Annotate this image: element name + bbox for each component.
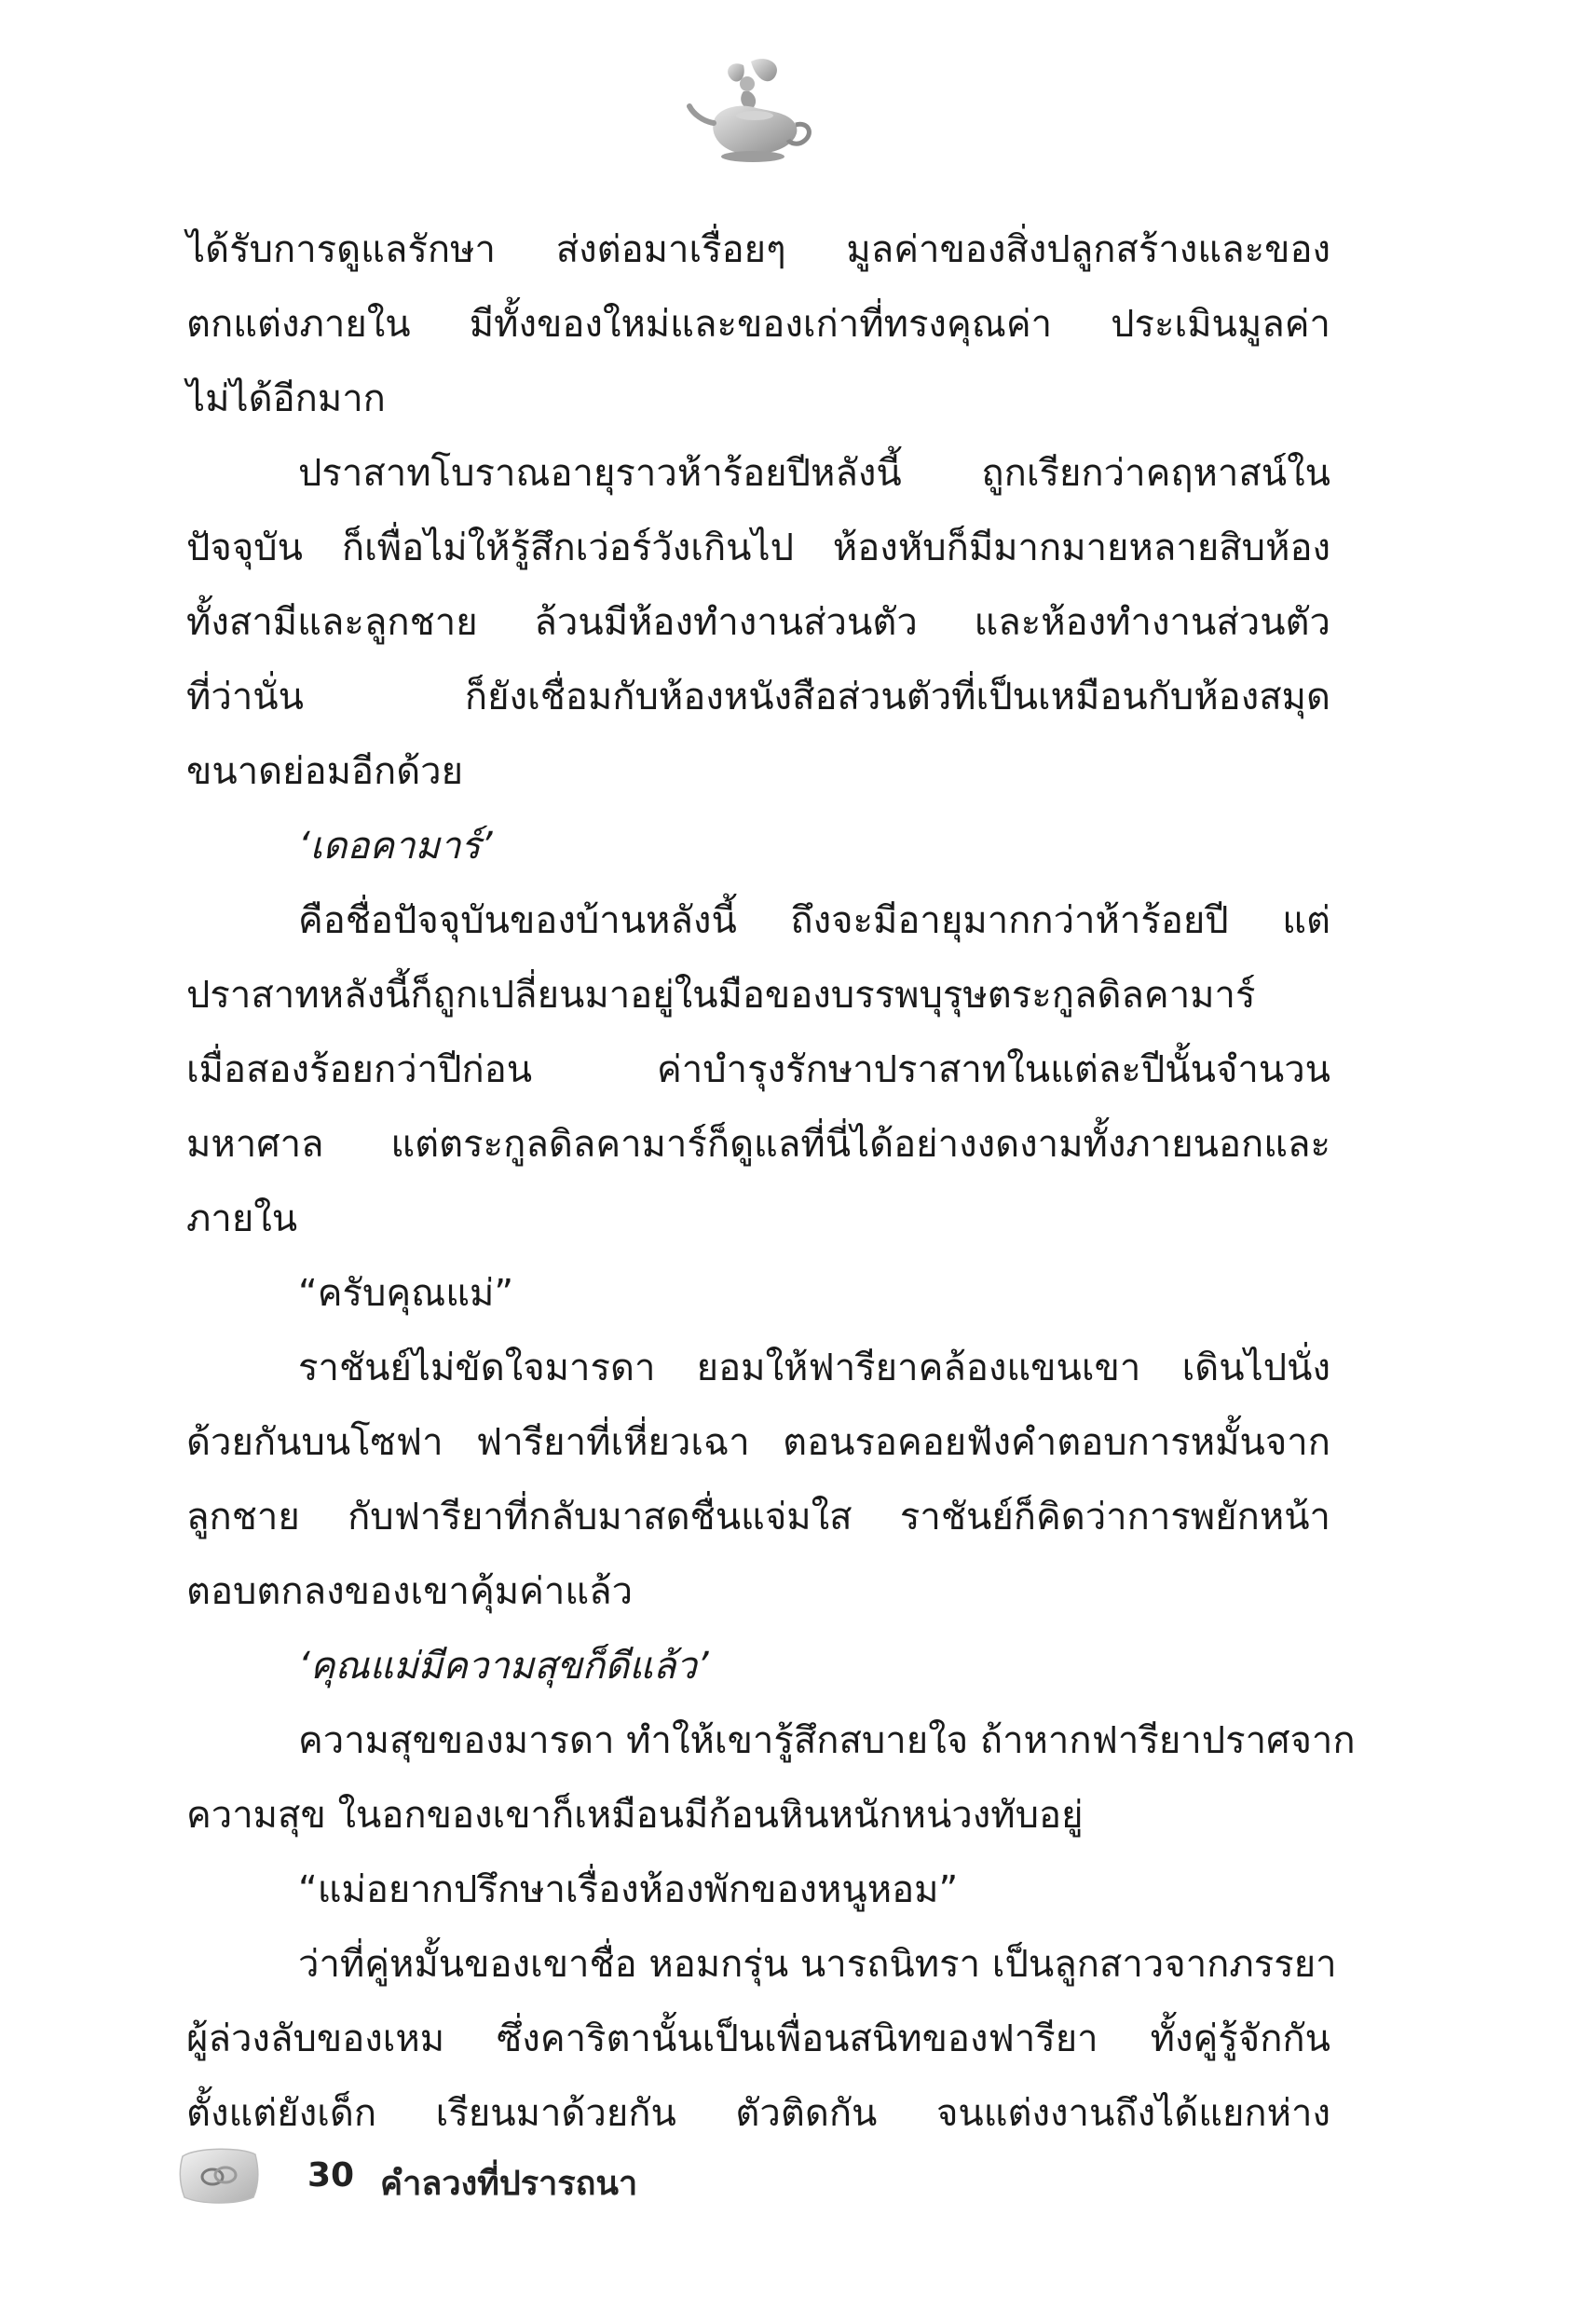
text-line: ที่ว่านั่น ก็ยังเชื่อมกับห้องหนังสือส่วนตัวที่เป็นเหมือนกับห้องสมุด xyxy=(186,676,1330,718)
text-line: มหาศาล แต่ตระกูลดิลคามาร์ก็ดูแลที่นี่ได้อย่างงดงามทั้งภายนอกและ xyxy=(186,1123,1330,1166)
text-line: “แม่อยากปรึกษาเรื่องห้องพักของหนูหอม” xyxy=(298,1868,959,1911)
text-line: ตอบตกลงของเขาคุ้มค่าแล้ว xyxy=(186,1570,634,1613)
text-line: ปัจจุบัน ก็เพื่อไม่ให้รู้สึกเว่อร์วังเกินไป ห้องหับก็มีมากมายหลายสิบห้อง xyxy=(186,526,1330,569)
text-line: ด้วยกันบนโซฟา ฟารียาที่เหี่ยวเฉา ตอนรอคอยฟังคำตอบการหมั้นจาก xyxy=(186,1421,1330,1464)
fairy-teapot-ornament-icon xyxy=(686,56,816,168)
text-line: คือชื่อปัจจุบันของบ้านหลังนี้ ถึงจะมีอายุมากกว่าห้าร้อยปี แต่ xyxy=(298,899,1330,942)
text-line: เมื่อสองร้อยกว่าปีก่อน ค่าบำรุงรักษาปราสาทในแต่ละปีนั้นจำนวน xyxy=(186,1048,1330,1091)
text-line: ได้รับการดูแลรักษา ส่งต่อมาเรื่อยๆ มูลค่าของสิ่งปลูกสร้างและของ xyxy=(186,228,1330,271)
text-line: ภายใน xyxy=(186,1197,298,1240)
text-line: ความสุข ในอกของเขาก็เหมือนมีก้อนหินหนักหน่วงทับอยู่ xyxy=(186,1794,1084,1837)
book-title: คำลวงที่ปรารถนา xyxy=(380,2165,638,2203)
text-line: ‘คุณแม่มีความสุขก็ดีแล้ว’ xyxy=(298,1645,709,1688)
text-line: ผู้ล่วงลับของเหม ซึ่งคาริตานั้นเป็นเพื่อนสนิทของฟารียา ทั้งคู่รู้จักกัน xyxy=(186,2017,1330,2060)
text-line: ว่าที่คู่หมั้นของเขาชื่อ หอมกรุ่น นารถนิทรา เป็นลูกสาวจากภรรยา xyxy=(298,1943,1337,1986)
rings-on-pillow-icon xyxy=(177,2143,261,2208)
text-line: “ครับคุณแม่” xyxy=(298,1272,514,1315)
text-line: ไม่ได้อีกมาก xyxy=(186,377,386,420)
page-footer xyxy=(177,2143,829,2218)
body-text xyxy=(186,212,1356,2151)
text-line: ปราสาทโบราณอายุราวห้าร้อยปีหลังนี้ ถูกเรียกว่าคฤหาสน์ใน xyxy=(298,452,1330,495)
text-line: ความสุขของมารดา ทำให้เขารู้สึกสบายใจ ถ้าหากฟารียาปราศจาก xyxy=(298,1719,1356,1762)
text-line: ปราสาทหลังนี้ก็ถูกเปลี่ยนมาอยู่ในมือของบรรพบุรุษตระกูลดิลคามาร์ xyxy=(186,974,1256,1017)
text-line: ขนาดย่อมอีกด้วย xyxy=(186,750,464,793)
page-number: 30 xyxy=(307,2156,355,2195)
text-line: ลูกชาย กับฟารียาที่กลับมาสดชื่นแจ่มใส ราชันย์ก็คิดว่าการพยักหน้า xyxy=(186,1496,1330,1538)
text-line: ตกแต่งภายใน มีทั้งของใหม่และของเก่าที่ทรงคุณค่า ประเมินมูลค่า xyxy=(186,303,1330,346)
text-line: ทั้งสามีและลูกชาย ล้วนมีห้องทำงานส่วนตัว และห้องทำงานส่วนตัว xyxy=(186,601,1330,644)
text-line: ‘เดอคามาร์’ xyxy=(298,825,493,868)
text-line: ตั้งแต่ยังเด็ก เรียนมาด้วยกัน ตัวติดกัน จนแต่งงานถึงได้แยกห่าง xyxy=(186,2092,1330,2135)
text-line: ราชันย์ไม่ขัดใจมารดา ยอมให้ฟารียาคล้องแขนเขา เดินไปนั่ง xyxy=(298,1347,1330,1389)
